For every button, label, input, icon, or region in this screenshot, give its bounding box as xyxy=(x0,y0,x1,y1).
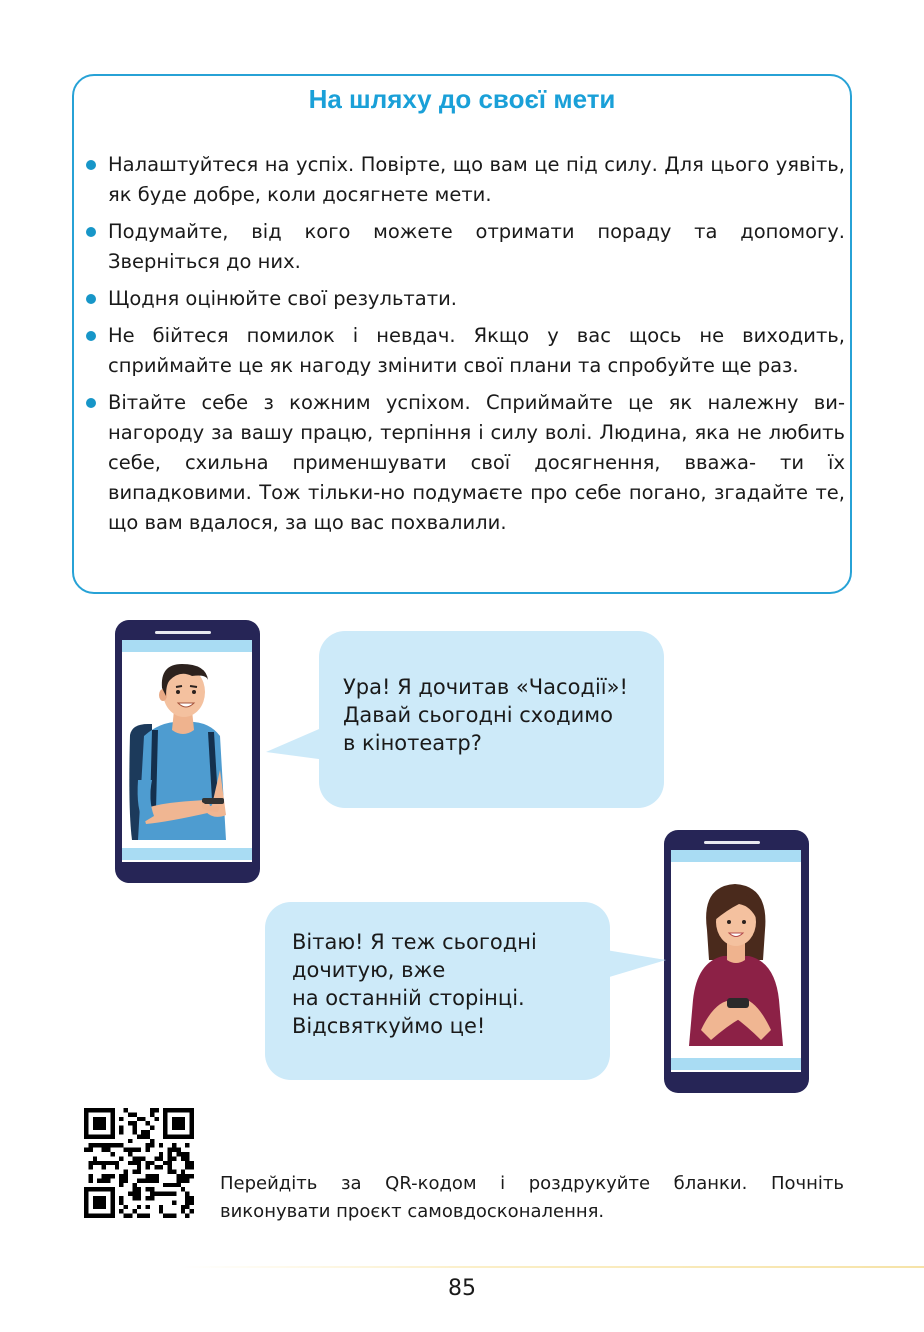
bullet-icon xyxy=(86,294,96,304)
tip-item xyxy=(108,150,845,210)
tip-line: Не бійтеся помилок і невдач. Якщо у вас щось не виходить, xyxy=(108,324,845,347)
tip-line: раз. xyxy=(757,354,799,377)
bubble-tail xyxy=(606,950,666,990)
boy-with-phone-illustration xyxy=(122,640,252,862)
tips-list xyxy=(108,150,845,545)
tips-title: На шляху до своєї мети xyxy=(308,84,616,114)
footer-divider xyxy=(180,1266,924,1268)
page-number: 85 xyxy=(448,1276,476,1301)
tip-line: уявіть, як буде добре, коли досягнете мети. xyxy=(108,153,845,206)
message-line: в кінотеатр? xyxy=(343,731,482,755)
message-line: на останній сторінці. xyxy=(292,986,525,1010)
tip-item xyxy=(108,388,845,538)
bullet-icon xyxy=(86,227,96,237)
boy-message-bubble xyxy=(319,631,664,808)
phone-speaker xyxy=(704,841,760,844)
message-line: Відсвяткуймо це! xyxy=(292,1014,486,1038)
qr-instruction-text: Перейдіть за QR-кодом і роздрукуйте бланки. Почніть виконувати проєкт самовдосконалення. xyxy=(220,1173,844,1222)
tips-box xyxy=(72,74,852,594)
bullet-icon xyxy=(86,331,96,341)
girl-with-phone-illustration xyxy=(671,850,801,1072)
tip-line: Зверніться до них. xyxy=(108,250,301,273)
message-line: дочитую, вже xyxy=(292,958,446,982)
tip-line: ти їх випадковими. Тож тільки-но подумаєте про себе погано, xyxy=(108,451,846,504)
tip-line: любить себе, схильна применшувати свої досягнення, вважа- xyxy=(108,421,845,474)
tip-line: нагороду за вашу працю, терпіння і силу волі. Людина, яка не xyxy=(108,421,762,444)
tip-line: Подумайте, від кого можете отримати пораду та допомогу. xyxy=(108,220,845,243)
phone-speaker xyxy=(155,631,211,634)
tip-line: Вітайте себе з кожним успіхом. Сприймайте це як належну ви- xyxy=(108,391,845,414)
phone-screen xyxy=(122,640,252,862)
boy-phone xyxy=(115,620,260,883)
tip-item xyxy=(108,217,845,277)
bubble-tail xyxy=(266,726,326,766)
tip-line: Щодня оцінюйте свої результати. xyxy=(108,287,457,310)
tip-item xyxy=(108,284,845,314)
tip-line: згадайте те, що вам вдалося, за що вас похвалили. xyxy=(108,481,845,534)
message-line: Ура! Я дочитав «Часодії»! xyxy=(343,675,628,699)
message-line: Вітаю! Я теж сьогодні xyxy=(292,930,537,954)
phone-screen xyxy=(671,850,801,1072)
bullet-icon xyxy=(86,160,96,170)
girl-message-bubble xyxy=(265,902,610,1080)
tip-item xyxy=(108,321,845,381)
bullet-icon xyxy=(86,398,96,408)
girl-phone xyxy=(664,830,809,1093)
tip-line: сприймайте це як нагоду змінити свої плани та спробуйте ще xyxy=(108,354,752,377)
tip-line: Налаштуйтеся на успіх. Повірте, що вам це під силу. Для цього xyxy=(108,153,770,176)
message-line: Давай сьогодні сходимо xyxy=(343,703,613,727)
qr-code-icon[interactable] xyxy=(84,1108,194,1218)
